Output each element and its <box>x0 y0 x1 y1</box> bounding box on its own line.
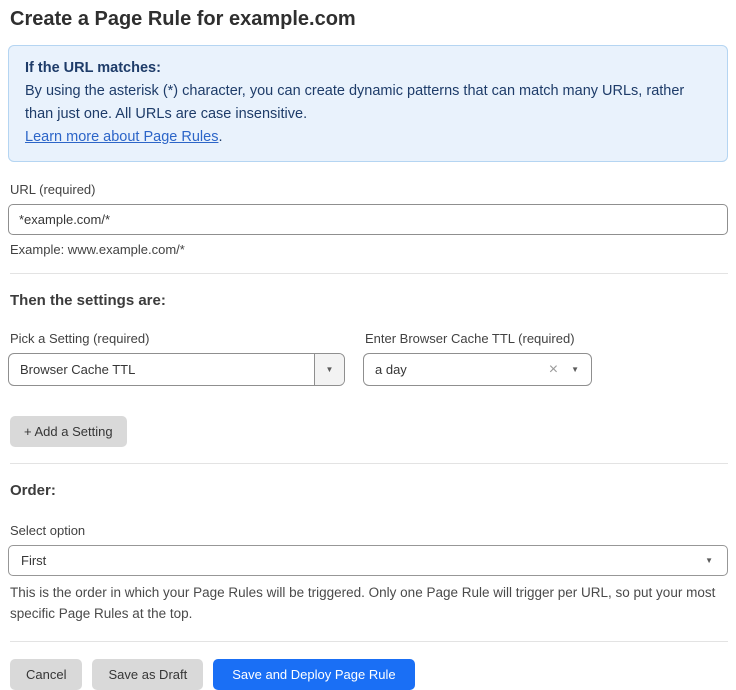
order-select-label: Select option <box>10 523 86 538</box>
ttl-label: Enter Browser Cache TTL (required) <box>365 331 575 346</box>
url-example-text: Example: www.example.com/* <box>10 242 185 257</box>
divider <box>10 463 728 464</box>
link-suffix: . <box>218 129 223 145</box>
chevron-down-icon: ▼ <box>705 555 713 565</box>
ttl-value: a day <box>375 362 407 377</box>
footer-actions <box>8 659 728 690</box>
pick-setting-value: Browser Cache TTL <box>20 362 136 377</box>
cancel-button[interactable]: Cancel <box>10 659 82 690</box>
settings-row <box>8 331 728 386</box>
learn-more-link[interactable]: Learn more about Page Rules <box>25 129 219 145</box>
info-box-body: By using the asterisk (*) character, you can create dynamic patterns that can match many URLs, rather than just one. All URLs are case insensitive. <box>25 83 685 122</box>
chevron-down-icon: ▼ <box>325 364 334 374</box>
ttl-field <box>363 331 592 386</box>
divider <box>10 641 728 642</box>
order-section-heading: Order: <box>10 482 56 499</box>
clear-icon[interactable]: × <box>548 360 559 378</box>
chevron-down-icon[interactable]: ▼ <box>571 364 579 374</box>
pick-setting-label: Pick a Setting (required) <box>10 331 150 346</box>
add-setting-button[interactable]: + Add a Setting <box>10 416 127 447</box>
save-and-deploy-button[interactable]: Save and Deploy Page Rule <box>213 659 414 690</box>
url-input[interactable] <box>8 204 728 235</box>
settings-section-heading: Then the settings are: <box>10 292 166 309</box>
page-title: Create a Page Rule for example.com <box>10 8 356 30</box>
info-box-heading: If the URL matches: <box>25 60 161 76</box>
pick-setting-select[interactable] <box>8 353 345 386</box>
url-field-label: URL (required) <box>10 182 96 197</box>
ttl-select[interactable] <box>363 353 592 386</box>
info-box-link-line <box>25 126 711 149</box>
order-select[interactable] <box>8 545 728 576</box>
divider <box>10 273 728 274</box>
save-as-draft-button[interactable]: Save as Draft <box>92 659 203 690</box>
pick-setting-field <box>8 331 345 386</box>
order-help-text: This is the order in which your Page Rules will be triggered. Only one Page Rule will trigger per URL, so put your most specific Page Rules at the top. <box>10 585 716 621</box>
order-select-value: First <box>21 553 47 568</box>
pick-setting-arrow-button[interactable] <box>314 354 344 385</box>
url-match-info-box <box>8 45 728 162</box>
